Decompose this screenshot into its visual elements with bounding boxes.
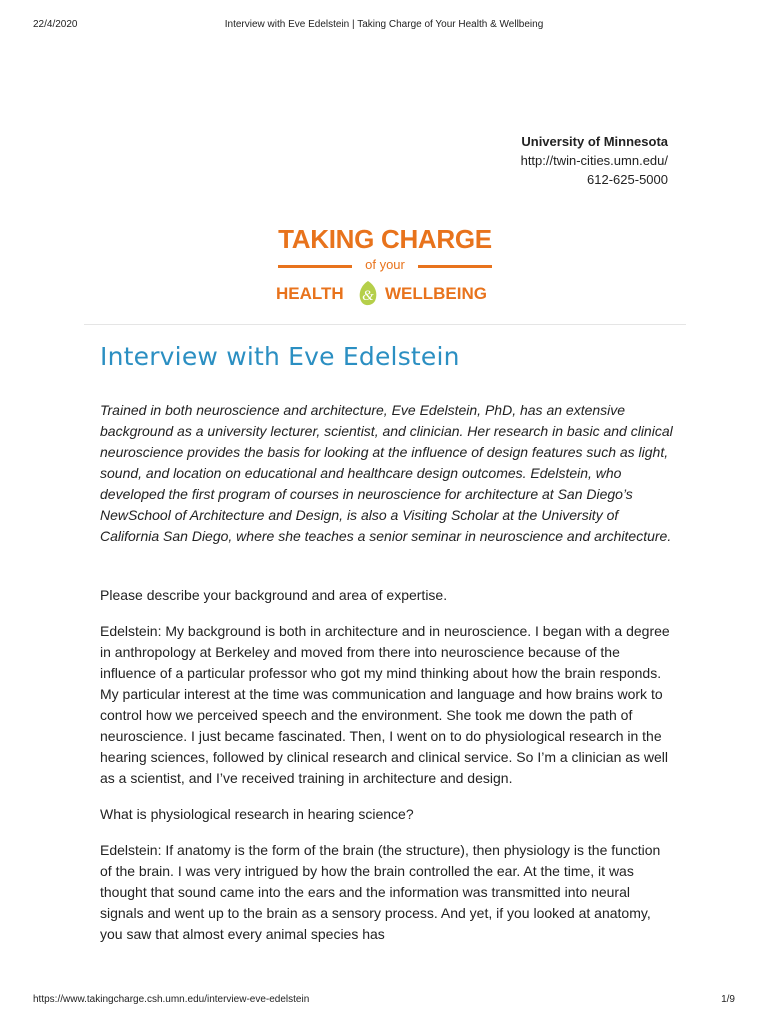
interview-question: Please describe your background and area of expertise. <box>100 587 448 603</box>
page-number: 1/9 <box>721 994 735 1005</box>
interview-question: What is physiological research in hearing science? <box>100 806 414 822</box>
logo-ampersand: & <box>362 288 374 304</box>
organization-phone: 612-625-5000 <box>587 172 668 187</box>
print-url: https://www.takingcharge.csh.umn.edu/interview-eve-edelstein <box>33 994 310 1005</box>
leaf-ampersand-icon <box>357 280 379 308</box>
logo-line-of-your: of your <box>365 257 405 272</box>
contact-block <box>521 132 668 189</box>
interview-answer: Edelstein: If anatomy is the form of the brain (the structure), then physiology is the function of the brain. I was very intrigued by how the brain controlled the ear. At the time, it was thought that sound came into the ears and the information was transmitted into neural signals and went up to the brain as a sensory process. And yet, if you looked at anatomy, you saw that almost every animal species has <box>100 842 661 942</box>
print-header <box>33 19 735 33</box>
header-divider <box>84 324 686 325</box>
logo-rule-left <box>278 265 352 268</box>
logo-word-wellbeing: WELLBEING <box>385 284 487 303</box>
taking-charge-logo[interactable] <box>274 224 498 312</box>
article-body <box>100 400 675 945</box>
logo-line-taking-charge: TAKING CHARGE <box>278 224 492 254</box>
print-footer <box>33 994 735 1008</box>
print-date: 22/4/2020 <box>33 19 78 30</box>
print-page-title: Interview with Eve Edelstein | Taking Charge of Your Health & Wellbeing <box>224 19 544 30</box>
interview-answer: Edelstein: My background is both in architecture and in neuroscience. I began with a degree in anthropology at Berkeley and moved from there into neuroscience because of the influence of a particular professor who got my mind thinking about how the brain responds. My particular interest at the time was communication and language and how brains work to control how we perceived speech and the environment. She took me down the path of neuroscience. I just became fascinated. Then, I went on to do physiological research in the hearing sciences, followed by clinical research and clinical service. So I’m a clinician as well as a scientist, and I’ve received training in architecture and design. <box>100 623 670 786</box>
organization-name: University of Minnesota <box>521 134 668 149</box>
organization-url[interactable]: http://twin-cities.umn.edu/ <box>520 153 668 168</box>
logo-rule-right <box>418 265 492 268</box>
logo-word-health: HEALTH <box>276 284 344 303</box>
article-title: Interview with Eve Edelstein <box>100 342 460 371</box>
article-intro: Trained in both neuroscience and architecture, Eve Edelstein, PhD, has an extensive background as a university lecturer, scientist, and clinician. Her research in basic and clinical neuroscience provides the basis for looking at the influence of design features such as light, sound, and location on educational and healthcare design outcomes. Edelstein, who developed the first program of courses in neuroscience for architecture at San Diego’s NewSchool of Architecture and Design, is also a Visiting Scholar at the University of California San Diego, where she teaches a senior seminar in neuroscience and architecture. <box>100 402 673 544</box>
